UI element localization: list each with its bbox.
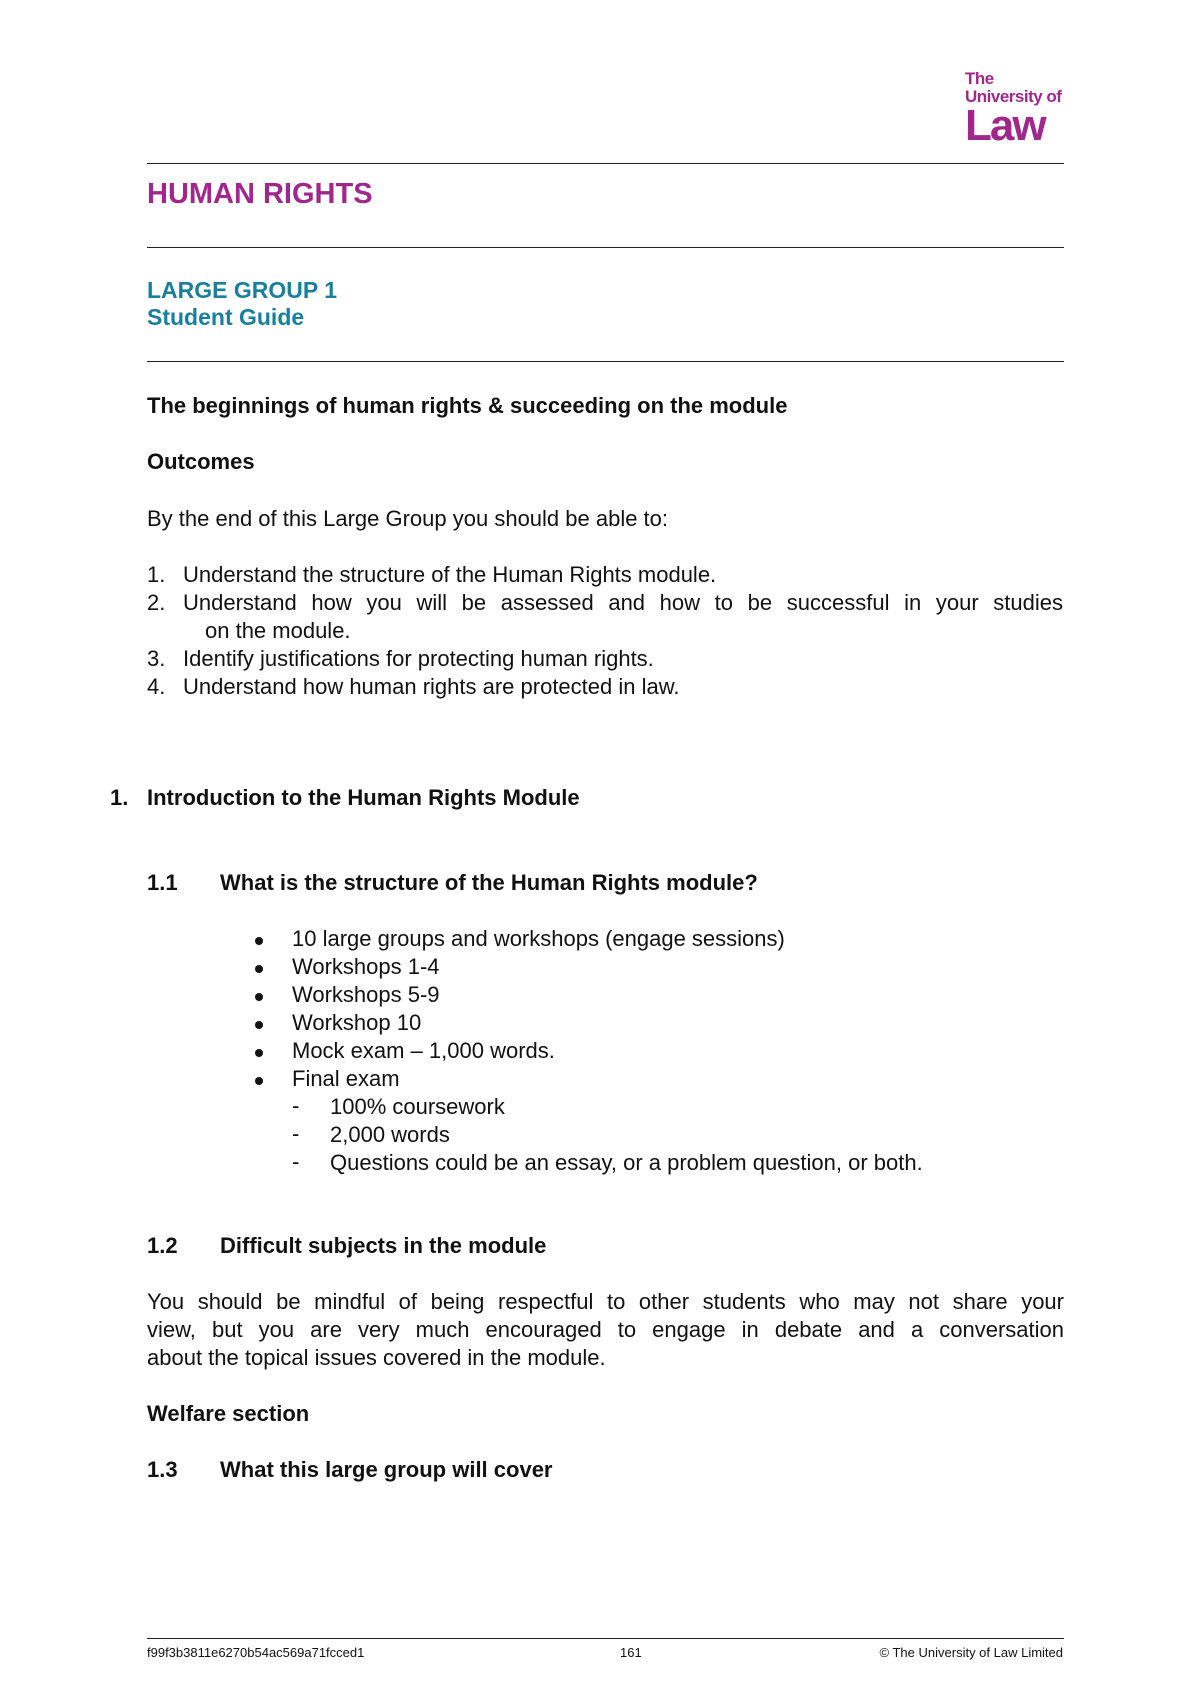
- document-title: HUMAN RIGHTS: [147, 178, 373, 210]
- section-heading: Introduction to the Human Rights Module: [147, 785, 580, 810]
- outcome-text: Understand how you will be assessed and how to be successful in your studies: [183, 590, 1063, 615]
- footer-document-id: f99f3b3811e6270b54ac569a71fcced1: [147, 1645, 365, 1660]
- outcome-number: 1.: [147, 562, 166, 587]
- subsection-number: 1.2: [147, 1233, 178, 1258]
- logo-line-the: The: [965, 69, 994, 88]
- subsection-heading: What this large group will cover: [220, 1457, 553, 1482]
- bullet-icon: [255, 965, 263, 973]
- dash-icon: -: [292, 1093, 300, 1118]
- bullet-icon: [255, 1077, 263, 1085]
- university-logo: [965, 69, 1065, 150]
- outcome-number: 3.: [147, 646, 166, 671]
- bullet-item: Workshops 1-4: [292, 954, 440, 979]
- bullet-icon: [255, 1049, 263, 1057]
- logo-line-law: Law: [965, 101, 1045, 150]
- outcome-text: Understand how human rights are protected in law.: [183, 674, 680, 699]
- bullet-icon: [255, 1021, 263, 1029]
- subsection-number: 1.1: [147, 870, 178, 895]
- bullet-icon: [255, 937, 263, 945]
- bullet-item: 10 large groups and workshops (engage sessions): [292, 926, 785, 951]
- footer-copyright: © The University of Law Limited: [879, 1645, 1063, 1660]
- logo-line-university: University of: [965, 87, 1062, 106]
- section-number: 1.: [110, 785, 129, 810]
- large-group-label: LARGE GROUP 1: [147, 277, 337, 303]
- sub-bullet-item: 2,000 words: [330, 1122, 450, 1147]
- outcomes-heading: Outcomes: [147, 449, 255, 474]
- welfare-heading: Welfare section: [147, 1401, 310, 1426]
- paragraph-line: about the topical issues covered in the module.: [147, 1345, 606, 1370]
- subsection-number: 1.3: [147, 1457, 178, 1482]
- header-divider-bottom: [147, 361, 1064, 362]
- outcome-text: Identify justifications for protecting human rights.: [183, 646, 654, 671]
- bullet-item: Final exam: [292, 1066, 400, 1091]
- outcome-text-continued: on the module.: [205, 618, 351, 643]
- dash-icon: -: [292, 1149, 300, 1174]
- outcome-number: 4.: [147, 674, 166, 699]
- student-guide-label: Student Guide: [147, 304, 305, 330]
- paragraph-line: You should be mindful of being respectful to other students who may not share your: [147, 1289, 1064, 1314]
- bullet-icon: [255, 993, 263, 1001]
- outcome-text: Understand the structure of the Human Rights module.: [183, 562, 717, 587]
- outcome-number: 2.: [147, 590, 166, 615]
- outcomes-lead: By the end of this Large Group you should be able to:: [147, 506, 669, 531]
- bullet-item: Workshops 5-9: [292, 982, 440, 1007]
- dash-icon: -: [292, 1121, 300, 1146]
- header-divider-middle: [147, 247, 1064, 248]
- subsection-heading: What is the structure of the Human Rights module?: [220, 870, 758, 895]
- sub-bullet-item: 100% coursework: [330, 1094, 505, 1119]
- paragraph-line: view, but you are very much encouraged to engage in debate and a conversation: [147, 1317, 1064, 1342]
- sub-bullet-item: Questions could be an essay, or a problem question, or both.: [330, 1150, 923, 1175]
- session-heading: The beginnings of human rights & succeeding on the module: [147, 393, 788, 418]
- subsection-heading: Difficult subjects in the module: [220, 1233, 547, 1258]
- bullet-item: Workshop 10: [292, 1010, 422, 1035]
- bullet-item: Mock exam – 1,000 words.: [292, 1038, 555, 1063]
- header-divider-top: [147, 163, 1064, 164]
- footer-divider: [147, 1638, 1064, 1639]
- footer-page-number: 161: [620, 1645, 642, 1660]
